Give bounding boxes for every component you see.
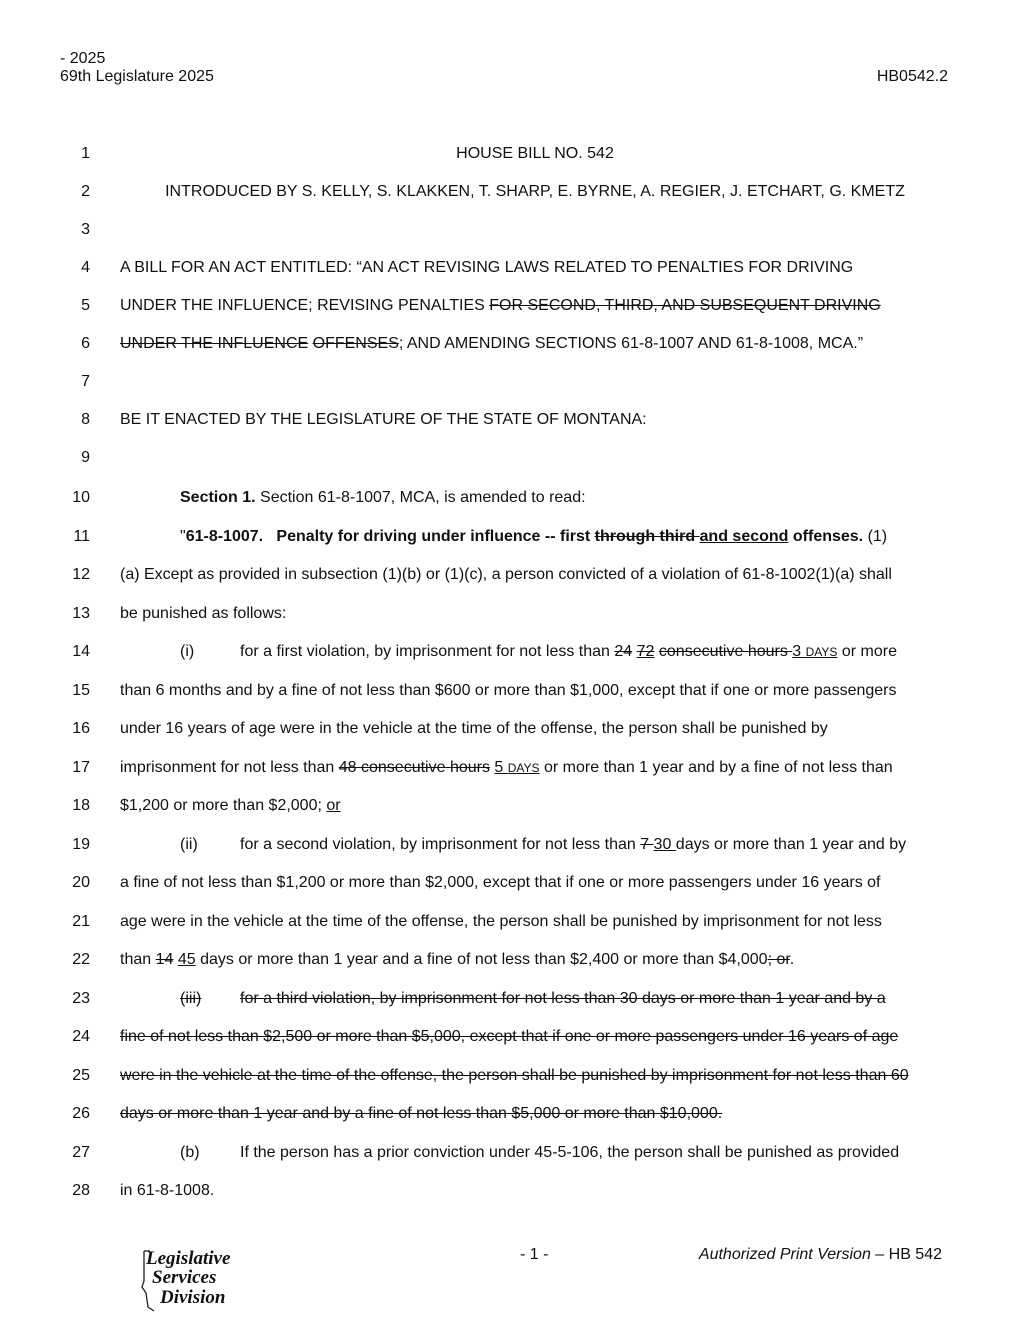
line-text: A BILL FOR AN ACT ENTITLED: “AN ACT REVISING LAWS RELATED TO PENALTIES FOR DRIVING xyxy=(120,259,854,276)
line-number: 17 xyxy=(72,759,90,776)
text-run: or more xyxy=(837,643,898,660)
subsection-label: (ii) xyxy=(180,836,198,853)
stricken-text: days or more than 1 year and by a fine of not less than $5,000 or more than $10,000. xyxy=(120,1105,723,1122)
line-number: 10 xyxy=(72,489,90,506)
bill-line-21 xyxy=(0,910,1024,934)
text-run: $1,200 or more than $2,000; xyxy=(120,797,327,814)
logo-word-1: Legislative xyxy=(146,1248,231,1269)
line-text: in 61-8-1008. xyxy=(120,1182,215,1199)
section-title: 61-8-1007. Penalty for driving under influence -- first xyxy=(185,528,595,545)
bill-line-14 xyxy=(0,640,1024,664)
inserted-text: 30 xyxy=(653,836,676,853)
line-number: 26 xyxy=(72,1105,90,1122)
bill-line-1 xyxy=(0,142,1024,166)
inserted-smallcaps-text: DAYS xyxy=(805,645,838,659)
bill-line-2 xyxy=(0,180,1024,204)
session-label: - 2025 xyxy=(60,50,106,67)
subsection-label: (b) xyxy=(180,1144,200,1161)
logo-word-2: Services xyxy=(152,1267,217,1288)
line-number: 11 xyxy=(73,528,90,545)
section-heading: Section 1. xyxy=(180,489,256,506)
stricken-subsection-label: (iii) xyxy=(180,990,202,1007)
line-text xyxy=(120,1025,898,1049)
section-title-end: offenses. xyxy=(788,528,864,545)
line-text xyxy=(120,525,887,549)
stricken-text: 48 consecutive hours xyxy=(338,759,490,776)
text-run: If the person has a prior conviction under 45-5-106, the person shall be punished as provided xyxy=(240,1144,900,1161)
stricken-text: FOR SECOND, THIRD, AND SUBSEQUENT DRIVING xyxy=(489,297,881,314)
bill-line-4 xyxy=(0,256,1024,280)
line-number: 23 xyxy=(72,990,90,1007)
line-number: 12 xyxy=(72,566,90,583)
line-number: 5 xyxy=(81,297,90,314)
bill-line-15 xyxy=(0,679,1024,703)
subsection-label: (i) xyxy=(180,643,195,660)
bill-line-11 xyxy=(0,525,1024,549)
line-number: 24 xyxy=(72,1028,90,1045)
line-number: 22 xyxy=(72,951,90,968)
stricken-text: consecutive hours xyxy=(658,643,793,660)
page-number: - 1 - xyxy=(520,1246,549,1263)
print-version-label: Authorized Print Version xyxy=(698,1246,871,1263)
inserted-text: 3 xyxy=(792,643,806,660)
bill-title: HOUSE BILL NO. 542 xyxy=(456,145,614,162)
line-number: 7 xyxy=(81,373,90,390)
text-run: " xyxy=(180,528,186,545)
bill-line-17 xyxy=(0,756,1024,780)
line-text xyxy=(120,987,886,1011)
text-run: (1) xyxy=(863,528,888,545)
line-number: 4 xyxy=(81,259,90,276)
stricken-text: were in the vehicle at the time of the offense, the person shall be punished by imprisonment for not less than 60 xyxy=(120,1067,909,1084)
stricken-text: 14 xyxy=(155,951,174,968)
bill-line-28 xyxy=(0,1179,1024,1203)
stricken-text: UNDER THE INFLUENCE xyxy=(120,335,309,352)
line-number: 6 xyxy=(81,335,90,352)
stricken-text: through third xyxy=(594,528,700,545)
bill-line-16 xyxy=(0,717,1024,741)
stricken-inserted-text: 72 xyxy=(636,643,655,660)
text-run: UNDER THE INFLUENCE; REVISING PENALTIES xyxy=(120,297,490,314)
line-number: 27 xyxy=(72,1144,90,1161)
line-number: 9 xyxy=(81,449,90,466)
line-text xyxy=(120,1064,909,1088)
line-number: 1 xyxy=(81,145,90,162)
bill-line-13 xyxy=(0,602,1024,626)
line-text xyxy=(120,486,586,510)
line-text xyxy=(120,640,897,664)
line-text xyxy=(120,833,906,857)
bill-line-6 xyxy=(0,332,1024,356)
line-number: 25 xyxy=(72,1067,90,1084)
inserted-text: 45 xyxy=(177,951,196,968)
inserted-text: or xyxy=(326,797,341,814)
line-text xyxy=(120,794,341,818)
line-text: than 6 months and by a fine of not less than $600 or more than $1,000, except that if one or more passengers xyxy=(120,682,897,699)
stricken-text: fine of not less than $2,500 or more than $5,000, except that if one or more passengers under 16 years of age xyxy=(120,1028,899,1045)
text-run: days or more than 1 year and by xyxy=(675,836,907,853)
text-run: for a second violation, by imprisonment for not less than xyxy=(240,836,641,853)
bill-line-25 xyxy=(0,1064,1024,1088)
line-number: 8 xyxy=(81,411,90,428)
line-text xyxy=(120,294,881,318)
bill-line-9 xyxy=(0,446,1024,470)
text-run: than xyxy=(120,951,156,968)
bill-line-27 xyxy=(0,1141,1024,1165)
legislative-services-logo xyxy=(138,1247,248,1313)
line-number: 16 xyxy=(72,720,90,737)
bill-line-5 xyxy=(0,294,1024,318)
bill-line-18 xyxy=(0,794,1024,818)
logo-word-3: Division xyxy=(160,1287,226,1308)
text-run: ; AND AMENDING SECTIONS 61-8-1007 AND 61-8-1008, MCA.” xyxy=(398,335,864,352)
page-header-left xyxy=(60,50,214,86)
bill-line-22 xyxy=(0,948,1024,972)
legislature-label: 69th Legislature 2025 xyxy=(60,68,214,85)
text-run: for a first violation, by imprisonment for not less than xyxy=(240,643,615,660)
inserted-text: and second xyxy=(699,528,789,545)
line-number: 21 xyxy=(72,913,90,930)
line-number: 2 xyxy=(81,183,90,200)
text-run: Section 61-8-1007, MCA, is amended to read: xyxy=(255,489,586,506)
line-number: 14 xyxy=(72,643,90,660)
line-number: 18 xyxy=(72,797,90,814)
line-text xyxy=(120,948,794,972)
line-text: be punished as follows: xyxy=(120,605,287,622)
line-text: age were in the vehicle at the time of the offense, the person shall be punished by imprisonment for not less xyxy=(120,913,882,930)
stricken-text: ; or xyxy=(767,951,790,968)
line-text xyxy=(120,756,893,780)
bill-line-24 xyxy=(0,1025,1024,1049)
inserted-smallcaps-text: DAYS xyxy=(507,761,540,775)
bill-line-8 xyxy=(0,408,1024,432)
line-text: (a) Except as provided in subsection (1)(b) or (1)(c), a person convicted of a violation of 61-8-1002(1)(a) shall xyxy=(120,566,892,583)
print-version xyxy=(699,1246,942,1264)
line-number: 19 xyxy=(72,836,90,853)
enacting-clause: BE IT ENACTED BY THE LEGISLATURE OF THE STATE OF MONTANA: xyxy=(120,411,647,428)
line-number: 13 xyxy=(72,605,90,622)
bill-line-3 xyxy=(0,218,1024,242)
stricken-text: OFFENSES xyxy=(312,335,399,352)
bill-line-19 xyxy=(0,833,1024,857)
line-text xyxy=(120,1102,722,1126)
text-run: or more than 1 year and by a fine of not less than xyxy=(539,759,893,776)
text-run: days or more than 1 year and a fine of not less than $2,400 or more than $4,000 xyxy=(195,951,768,968)
bill-line-7 xyxy=(0,370,1024,394)
inserted-text: 5 xyxy=(494,759,508,776)
print-version-bill: – HB 542 xyxy=(870,1246,942,1263)
line-number: 20 xyxy=(72,874,90,891)
bill-line-23 xyxy=(0,987,1024,1011)
bill-id: HB0542.2 xyxy=(876,68,948,85)
sponsors: INTRODUCED BY S. KELLY, S. KLAKKEN, T. SHARP, E. BYRNE, A. REGIER, J. ETCHART, G. KMETZ xyxy=(165,183,905,200)
stricken-text: 24 xyxy=(614,643,633,660)
bill-line-12 xyxy=(0,563,1024,587)
line-text xyxy=(120,1141,899,1165)
line-text: a fine of not less than $1,200 or more than $2,000, except that if one or more passengers under 16 years of xyxy=(120,874,881,891)
text-run: imprisonment for not less than xyxy=(120,759,339,776)
line-text xyxy=(120,332,863,356)
line-number: 3 xyxy=(81,221,90,238)
bill-line-10 xyxy=(0,486,1024,510)
bill-line-26 xyxy=(0,1102,1024,1126)
line-number: 15 xyxy=(72,682,90,699)
bill-line-20 xyxy=(0,871,1024,895)
text-run: . xyxy=(789,951,795,968)
line-number: 28 xyxy=(72,1182,90,1199)
line-text: under 16 years of age were in the vehicle at the time of the offense, the person shall be punished by xyxy=(120,720,828,737)
stricken-text: for a third violation, by imprisonment for not less than 30 days or more than 1 year and by a xyxy=(240,990,886,1007)
stricken-text: 7 xyxy=(640,836,654,853)
